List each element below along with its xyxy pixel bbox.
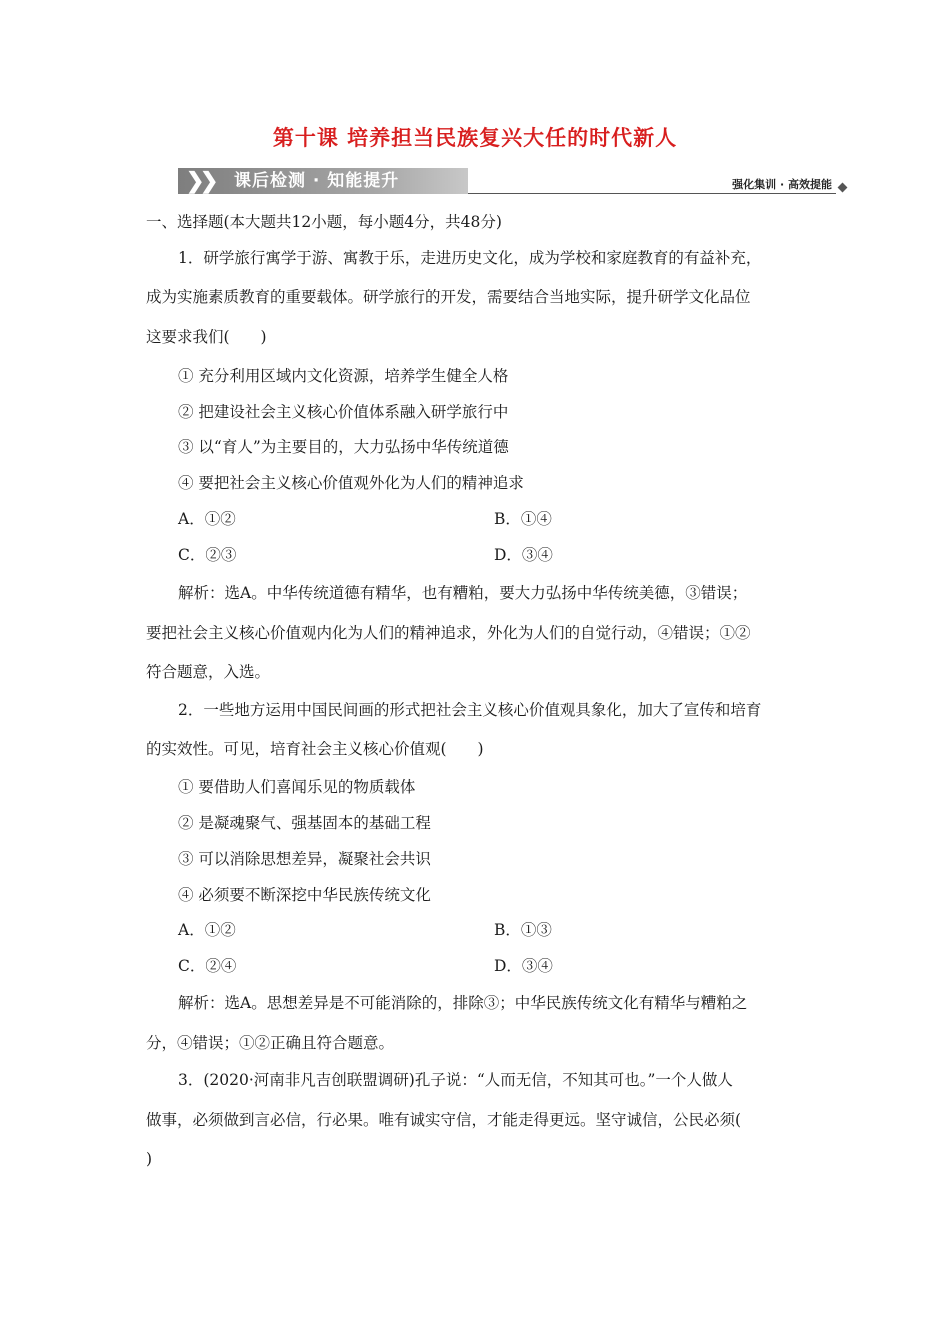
text-line: 这要求我们( ) [146, 328, 267, 346]
text-line: 分，④错误；①②正确且符合题意。 [146, 1034, 395, 1052]
text-line: 2．一些地方运用中国民间画的形式把社会主义核心价值观具象化，加大了宣传和培育 [178, 701, 762, 719]
text-line: 1．研学旅行寓学于游、寓教于乐，走进历史文化，成为学校和家庭教育的有益补充， [178, 249, 762, 267]
text-line: 的实效性。可见，培育社会主义核心价值观( ) [146, 740, 484, 758]
banner-rule [468, 193, 836, 194]
text-line: A．①② [178, 921, 236, 939]
text-line: ② 把建设社会主义核心价值体系融入研学旅行中 [178, 403, 509, 421]
text-line: ③ 可以消除思想差异，凝聚社会共识 [178, 850, 431, 868]
banner-left-text: 课后检测 · 知能提升 [234, 171, 400, 191]
text-line: ② 是凝魂聚气、强基固本的基础工程 [178, 814, 431, 832]
text-line: C．②④ [178, 957, 237, 975]
text-line: 做事，必须做到言必信，行必果。唯有诚实守信，才能走得更远。坚守诚信，公民必须( [146, 1111, 742, 1129]
text-line: 3．(2020·河南非凡吉创联盟调研)孔子说：“人而无信，不知其可也。”一个人做人 [178, 1071, 733, 1089]
chevron-right-icon: ❯ [200, 168, 219, 194]
text-line: 一、选择题(本大题共12小题，每小题4分，共48分) [146, 213, 502, 231]
text-line: ) [146, 1150, 153, 1168]
section-banner [178, 166, 850, 198]
text-line: C．②③ [178, 546, 237, 564]
text-line: ③ 以“育人”为主要目的，大力弘扬中华传统道德 [178, 438, 509, 456]
chevron-right-icon: ❯ [186, 168, 205, 194]
text-line: ① 充分利用区域内文化资源，培养学生健全人格 [178, 367, 509, 385]
text-line: ① 要借助人们喜闻乐见的物质载体 [178, 778, 416, 796]
text-line: B．①④ [494, 510, 552, 528]
text-line: D．③④ [494, 546, 553, 564]
banner-right-text: 强化集训 · 高效提能 [732, 178, 832, 191]
text-line: 成为实施素质教育的重要载体。研学旅行的开发，需要结合当地实际，提升研学文化品位 [146, 288, 751, 306]
text-line: 要把社会主义核心价值观内化为人们的精神追求，外化为人们的自觉行动，④错误；①② [146, 624, 751, 642]
text-line: 符合题意，入选。 [146, 663, 271, 681]
lesson-title: 第十课 培养担当民族复兴大任的时代新人 [272, 125, 678, 150]
text-line: 解析：选A。思想差异是不可能消除的，排除③；中华民族传统文化有精华与糟粕之 [178, 994, 748, 1012]
diamond-icon [838, 183, 848, 193]
text-line: 解析：选A。中华传统道德有精华，也有糟粕，要大力弘扬中华传统美德，③错误； [178, 584, 748, 602]
text-line: ④ 必须要不断深挖中华民族传统文化 [178, 886, 431, 904]
text-line: ④ 要把社会主义核心价值观外化为人们的精神追求 [178, 474, 524, 492]
text-line: B．①③ [494, 921, 552, 939]
text-line: A．①② [178, 510, 236, 528]
text-line: D．③④ [494, 957, 553, 975]
